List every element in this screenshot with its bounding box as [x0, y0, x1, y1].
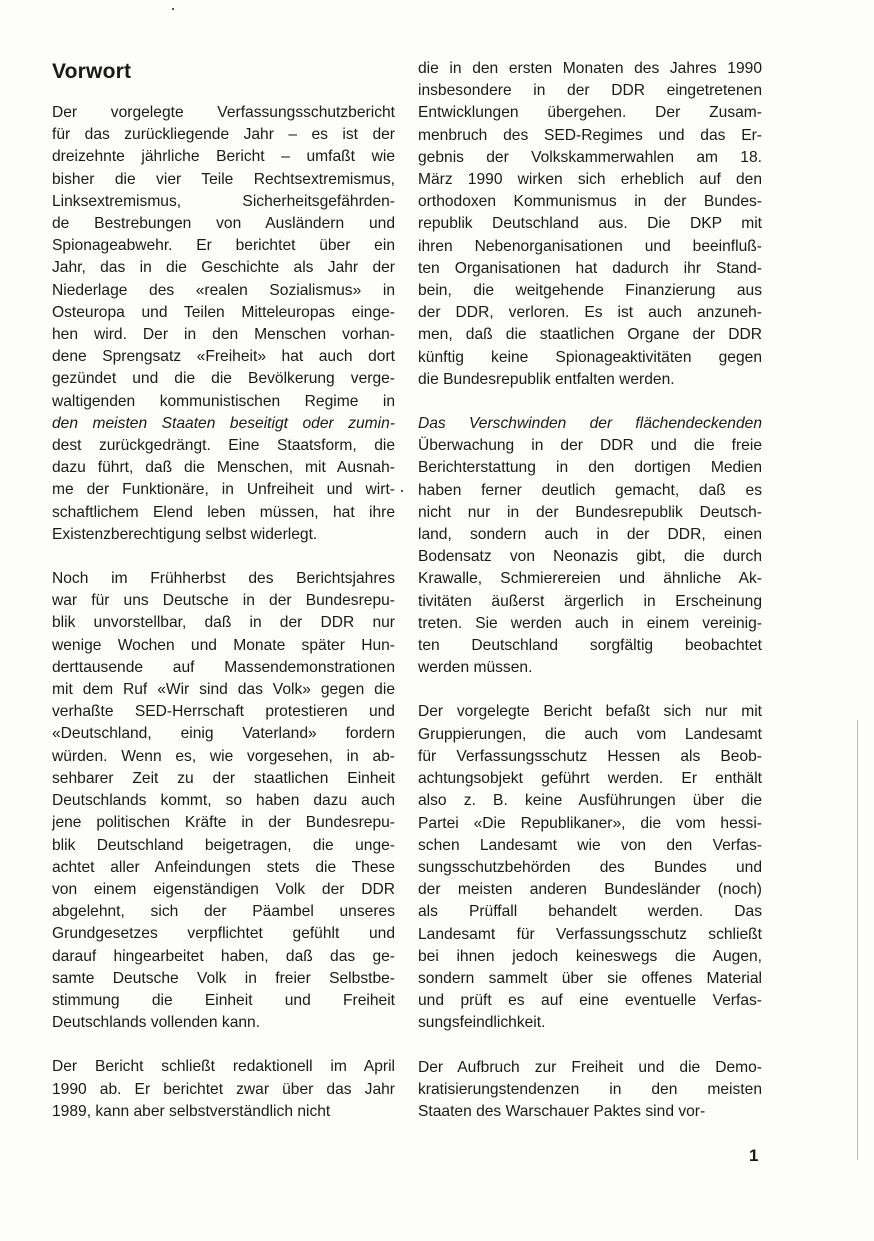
text-line: Überwachung in der DDR und die freie [418, 437, 762, 455]
text-line: gezündet und die die Bevölkerung verge- [52, 370, 395, 388]
text-line: kratisierungstendenzen in den meisten [418, 1080, 762, 1098]
text-line: land, sondern auch in der DDR, einen [418, 526, 762, 544]
text-line: Jahr, das in die Geschichte als Jahr der [52, 259, 395, 277]
text-line: der meisten anderen Bundesländer (noch) [418, 881, 762, 899]
text-line: dreizehnte jährliche Bericht – umfaßt wie [52, 148, 395, 166]
text-line: schen Landesamt wie von den Verfas- [418, 836, 762, 854]
text-line: jene politischen Kräfte in der Bundesrepu- [52, 814, 395, 832]
text-line: Partei «Die Republikaner», die vom hessi- [418, 814, 762, 832]
text-line: also z. B. keine Ausführungen über die [418, 792, 762, 810]
text-line: gebnis der Volkskammerwahlen am 18. [418, 148, 762, 166]
text-line: bein, die weitgehende Finanzierung aus [418, 282, 762, 300]
scan-speck [401, 490, 403, 492]
text-line: bei ihnen jedoch keineswegs die Augen, [418, 947, 762, 965]
text-line: der DDR, verloren. Es ist auch anzuneh- [418, 304, 762, 322]
paragraph-gap [52, 546, 395, 568]
text-line: den meisten Staaten beseitigt oder zumin- [52, 414, 395, 432]
text-line: Der Bericht schließt redaktionell im April [52, 1058, 395, 1076]
text-line: derttausende auf Massendemonstrationen [52, 658, 395, 676]
text-line: Deutschlands kommt, so haben dazu auch [52, 792, 395, 810]
paragraph-gap [418, 679, 762, 701]
text-line: die Bundesrepublik entfalten werden. [418, 370, 675, 388]
text-line: Niederlage des «realen Sozialismus» in [52, 281, 395, 299]
paragraph [52, 568, 395, 1034]
text-line: von einem eigenständigen Volk der DDR [52, 880, 395, 898]
text-line: sehbarer Zeit zu der staatlichen Einheit [52, 769, 395, 787]
text-line: Staaten des Warschauer Paktes sind vor- [418, 1102, 706, 1120]
text-line: Spionageabwehr. Er berichtet über ein [52, 237, 395, 255]
text-line: Berichterstattung in den dortigen Medien [418, 459, 762, 477]
text-line: war für uns Deutsche in der Bundesrepu- [52, 592, 395, 610]
text-line: ihren Nebenorganisationen und beeinfluß- [418, 237, 762, 255]
text-line: würden. Wenn es, wie vorgesehen, in ab- [52, 747, 395, 765]
text-line: Der Aufbruch zur Freiheit und die Demo- [418, 1058, 762, 1076]
text-line: men, daß die staatlichen Organe der DDR [418, 326, 762, 344]
paragraph [418, 413, 762, 679]
text-line: Grundgesetzes verpflichtet gefühlt und [52, 925, 395, 943]
text-line: treten. Sie werden auch in einem vereinig- [418, 614, 762, 632]
text-line: mit dem Ruf «Wir sind das Volk» gegen die [52, 681, 395, 699]
page-title: Vorwort [52, 60, 132, 83]
text-line: künftig keine Spionageaktivitäten gegen [418, 348, 762, 366]
page-number: 1 [749, 1146, 759, 1165]
text-line: Das Verschwinden der flächendeckenden [418, 415, 762, 433]
text-line: Der vorgelegte Verfassungsschutzbericht [52, 104, 395, 121]
scan-speck [172, 8, 174, 10]
text-line: Der vorgelegte Bericht befaßt sich nur mit [418, 703, 762, 721]
paragraph [418, 58, 762, 391]
text-line: republik Deutschland aus. Die DKP mit [418, 215, 762, 233]
text-line: wenige Wochen und Monate später Hun- [52, 636, 395, 654]
text-line: de Bestrebungen von Ausländern und [52, 215, 395, 233]
text-line: sondern sammelt über sie offenes Material [418, 969, 762, 987]
text-line: Linksextremismus, Sicherheitsgefährden- [52, 192, 395, 210]
scan-edge-line [857, 720, 858, 1160]
text-line: dazu führt, daß die Menschen, mit Ausnah- [52, 459, 395, 477]
text-line: die in den ersten Monaten des Jahres 1990 [418, 60, 762, 77]
text-line: waltigenden kommunistischen Regime in [52, 392, 395, 410]
text-line: 1989, kann aber selbstverständlich nicht [52, 1102, 331, 1120]
text-line: dene Sprengsatz «Freiheit» hat auch dort [52, 348, 395, 366]
text-line: Noch im Frühherbst des Berichtsjahres [52, 570, 395, 588]
text-line: für das zurückliegende Jahr – es ist der [52, 126, 395, 144]
text-line: me der Funktionäre, in Unfreiheit und wirt- [52, 481, 395, 499]
text-line: orthodoxen Kommunismus in der Bundes- [418, 193, 762, 211]
left-column [52, 102, 395, 1123]
text-line: blik Deutschland beigetragen, die unge- [52, 836, 395, 854]
text-line: März 1990 wirken sich erheblich auf den [418, 171, 762, 189]
text-line: insbesondere in der DDR eingetretenen [418, 82, 762, 100]
paragraph-gap [418, 391, 762, 413]
text-line: sungsfeindlichkeit. [418, 1014, 546, 1032]
text-line: dest zurückgedrängt. Eine Staatsform, die [52, 437, 395, 455]
text-line: und prüft es auf eine eventuelle Verfas- [418, 992, 762, 1010]
text-line: blik unvorstellbar, daß in der DDR nur [52, 614, 395, 632]
text-line: schaftlichem Elend leben müssen, hat ihre [52, 503, 395, 521]
text-line: Deutschlands vollenden kann. [52, 1014, 261, 1032]
text-line: Krawalle, Schmierereien und ähnliche Ak- [418, 570, 762, 588]
text-line: Landesamt für Verfassungsschutz schließt [418, 925, 762, 943]
text-line: für Verfassungsschutz Hessen als Beob- [418, 747, 762, 765]
paragraph [52, 102, 395, 546]
paragraph [418, 1057, 762, 1124]
text-line: tivitäten äußerst ärgerlich in Erscheinung [418, 592, 762, 610]
text-line: achtungsobjekt geführt werden. Er enthält [418, 770, 762, 788]
text-line: sungsschutzbehörden des Bundes und [418, 858, 762, 876]
text-line: ten Organisationen hat dadurch ihr Stand- [418, 259, 762, 277]
text-line: Gruppierungen, die auch vom Landesamt [418, 725, 762, 743]
text-line: hen wird. Der in den Menschen vorhan- [52, 326, 395, 344]
text-line: abgelehnt, sich der Päambel unseres [52, 903, 395, 921]
text-line: samte Deutsche Volk in freier Selbstbe- [52, 969, 395, 987]
text-line: achtet aller Anfeindungen stets die These [52, 858, 395, 876]
paragraph [52, 1056, 395, 1123]
text-line: bisher die vier Teile Rechtsextremismus, [52, 170, 395, 188]
text-line: 1990 ab. Er berichtet zwar über das Jahr [52, 1080, 395, 1098]
text-line: verhaßte SED-Herrschaft protestieren und [52, 703, 395, 721]
text-line: Bodensatz von Neonazis gibt, die durch [418, 548, 762, 566]
text-line: stimmung die Einheit und Freiheit [52, 991, 395, 1009]
text-line: als Prüffall behandelt werden. Das [418, 903, 762, 921]
right-column [418, 58, 762, 1123]
text-line: menbruch des SED-Regimes und das Er- [418, 126, 762, 144]
paragraph [418, 701, 762, 1034]
paragraph-gap [52, 1034, 395, 1056]
text-line: darauf hingearbeitet haben, daß das ge- [52, 947, 395, 965]
text-line: werden müssen. [418, 659, 533, 677]
text-line: haben ferner deutlich gemacht, daß es [418, 481, 762, 499]
text-line: ten Deutschland sorgfältig beobachtet [418, 637, 762, 655]
text-line: Entwicklungen übergehen. Der Zusam- [418, 104, 762, 122]
paragraph-gap [418, 1035, 762, 1057]
text-line: Osteuropa und Teilen Mitteleuropas einge- [52, 303, 395, 321]
text-line: Existenzberechtigung selbst widerlegt. [52, 525, 318, 543]
text-line: «Deutschland, einig Vaterland» fordern [52, 725, 395, 743]
text-line: nicht nur in der Bundesrepublik Deutsch- [418, 503, 762, 521]
